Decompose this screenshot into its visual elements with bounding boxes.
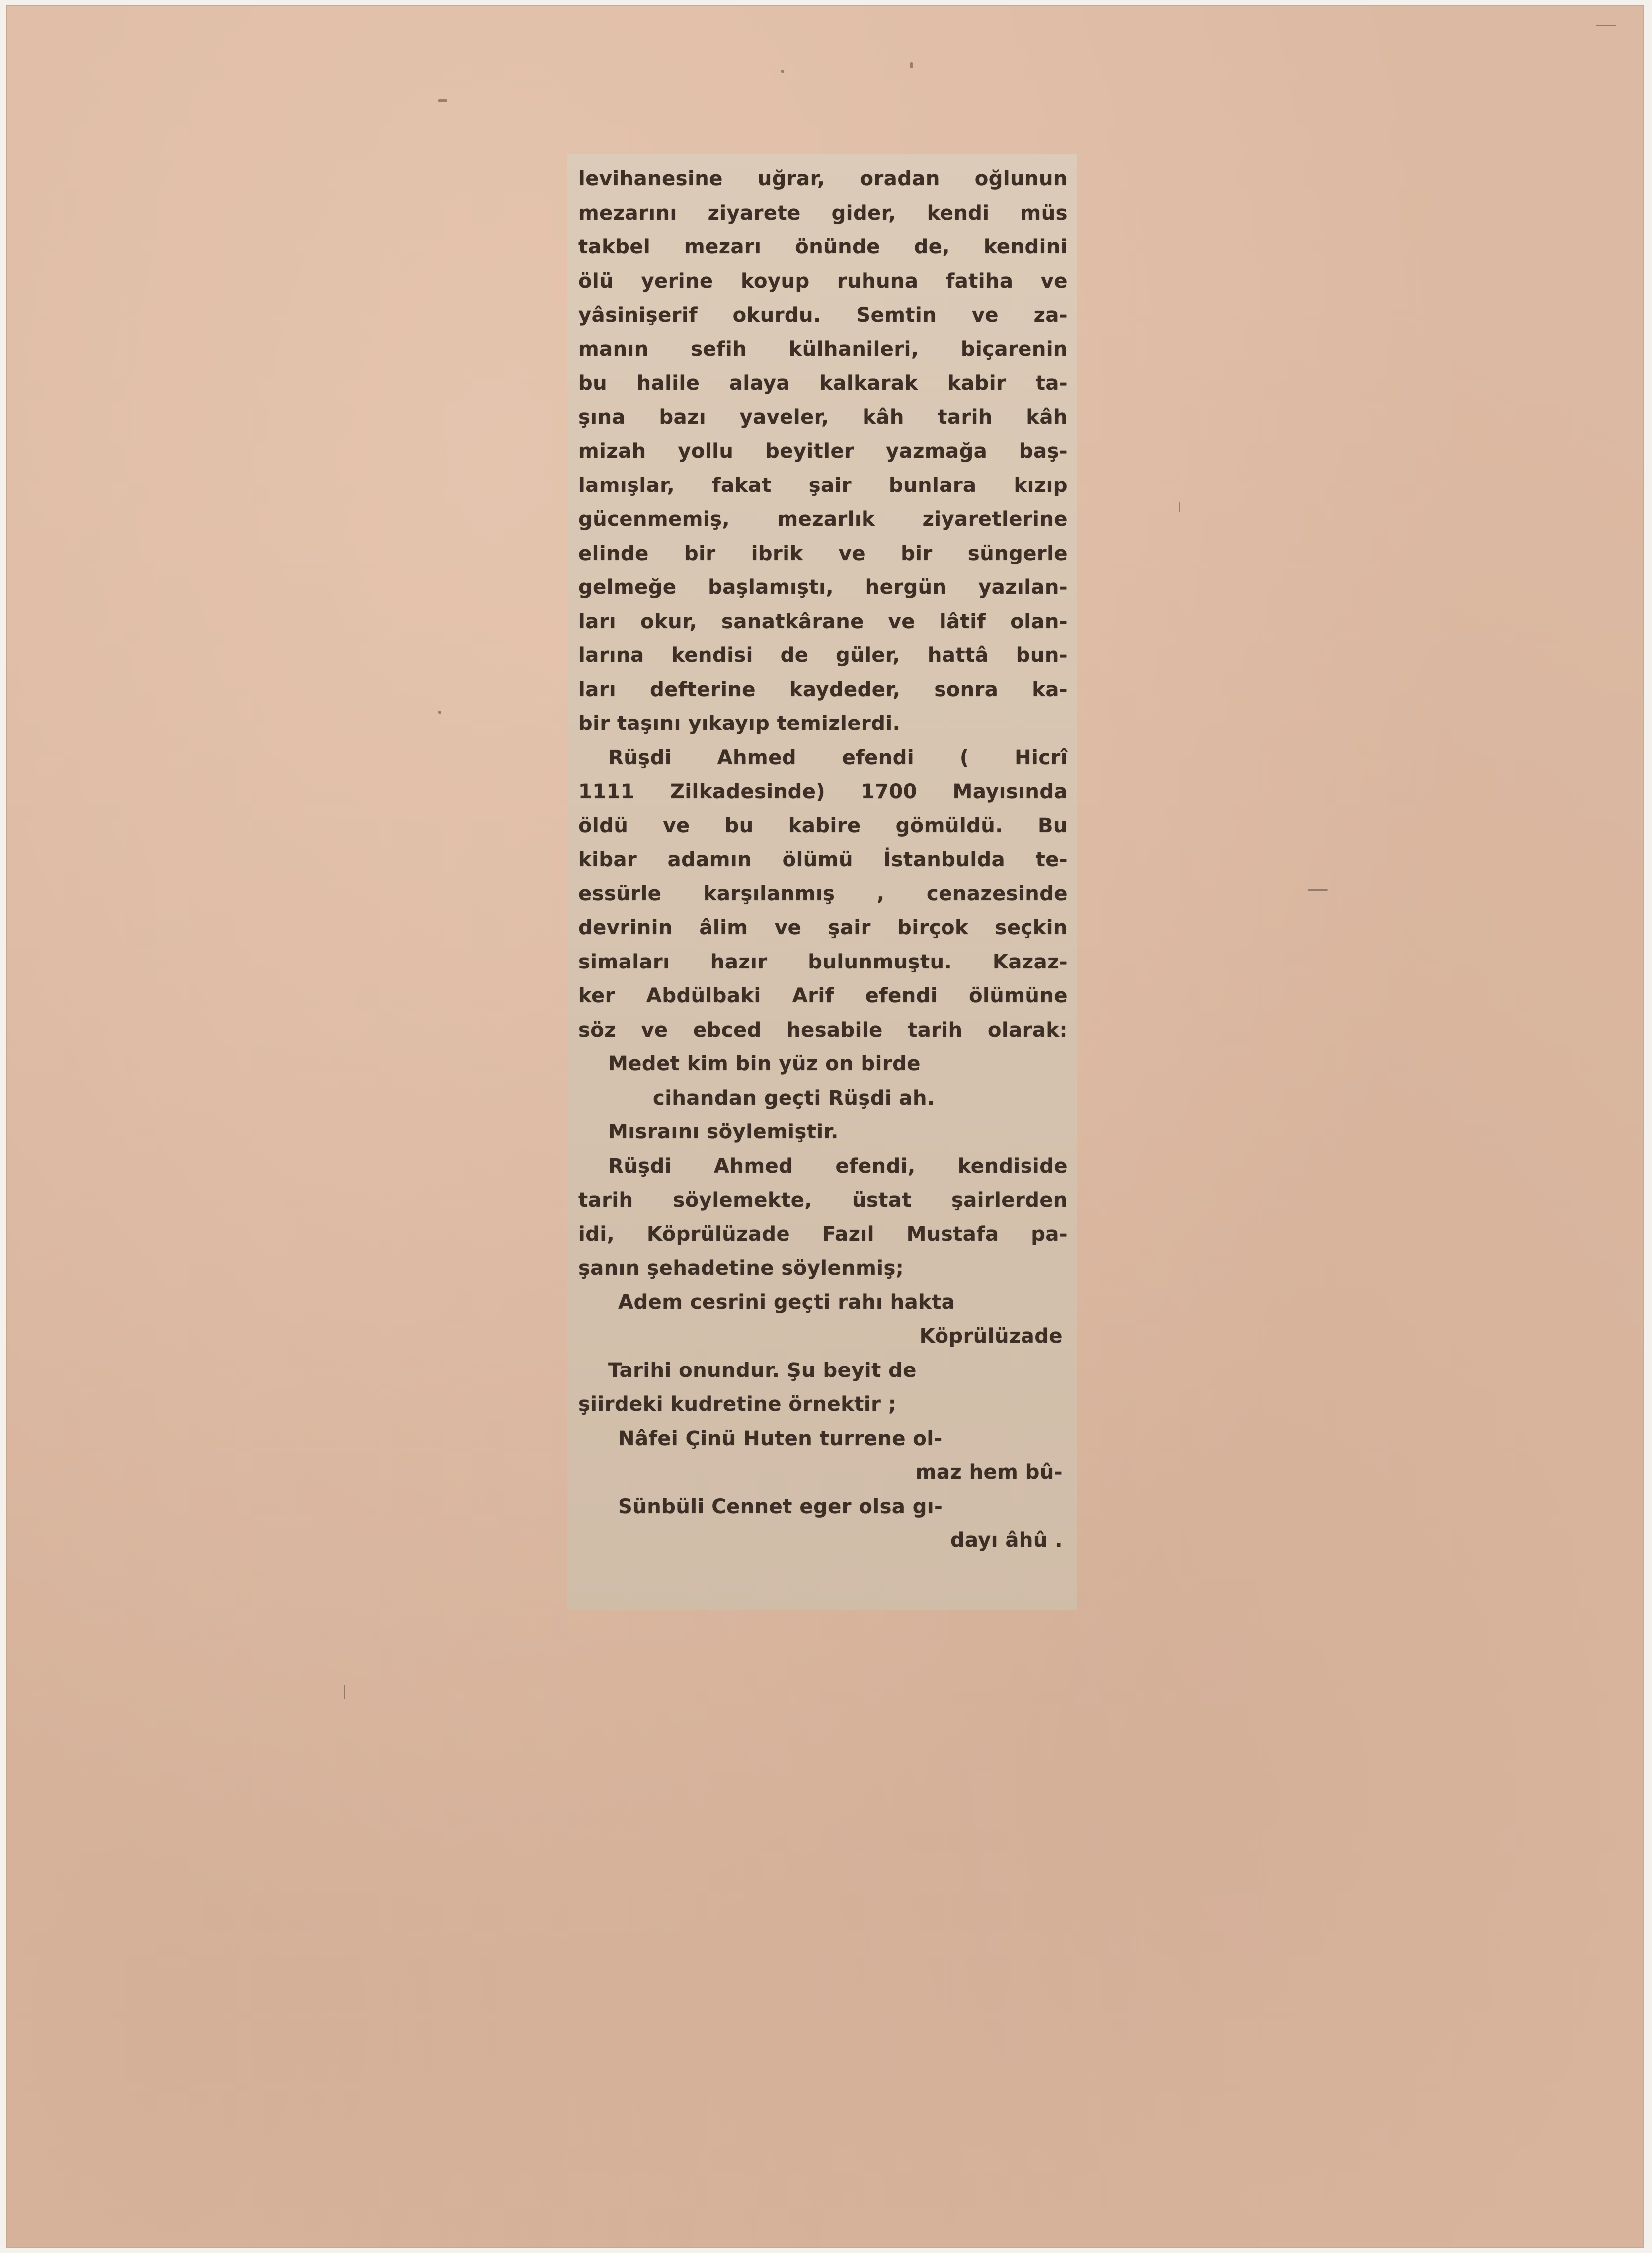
article-line: ker Abdülbaki Arif efendi ölümüne <box>578 984 1068 1007</box>
article-line: larına kendisi de güler, hattâ bun- <box>578 644 1068 667</box>
article-line: ölü yerine koyup ruhuna fatiha ve <box>578 269 1068 293</box>
article-line: ları okur, sanatkârane ve lâtif olan- <box>578 610 1068 633</box>
article-line: elinde bir ibrik ve bir süngerle <box>578 542 1068 565</box>
verse-line: maz hem bû- <box>915 1461 1063 1484</box>
article-line: Mısraını söylemiştir. <box>608 1121 839 1143</box>
paper-speck <box>1596 25 1616 26</box>
article-line: essürle karşılanmış , cenazesinde <box>578 882 1068 905</box>
article-line: söz ve ebced hesabile tarih olarak: <box>578 1018 1068 1042</box>
newspaper-clipping <box>567 154 1077 1610</box>
verse-line: Nâfei Çinü Huten turrene ol- <box>618 1427 943 1450</box>
article-line: bu halile alaya kalkarak kabir ta- <box>578 372 1068 395</box>
paper-speck <box>781 70 784 73</box>
article-line: manın sefih külhanileri, biçarenin <box>578 337 1068 361</box>
article-line: mezarını ziyarete gider, kendi müs <box>578 201 1068 225</box>
article-line: yâsinişerif okurdu. Semtin ve za- <box>578 304 1068 326</box>
verse-line: Adem cesrini geçti rahı hakta <box>618 1290 955 1314</box>
article-line: Rüşdi Ahmed efendi ( Hicrî <box>608 746 1068 769</box>
article-line: kibar adamın ölümü İstanbulda te- <box>578 848 1068 871</box>
article-line: gücenmemiş, mezarlık ziyaretlerine <box>578 508 1068 531</box>
verse-line: Köprülüzade <box>919 1325 1063 1348</box>
paper-speck <box>344 1685 345 1699</box>
article-line: takbel mezarı önünde de, kendini <box>578 236 1068 258</box>
article-line: simaları hazır bulunmuştu. Kazaz- <box>578 950 1068 973</box>
article-line: Rüşdi Ahmed efendi, kendiside <box>608 1154 1068 1178</box>
verse-line: Medet kim bin yüz on birde <box>608 1052 921 1075</box>
paper-speck <box>910 62 913 68</box>
verse-line: cihandan geçti Rüşdi ah. <box>653 1086 935 1110</box>
paper-speck <box>438 99 447 102</box>
article-line: devrinin âlim ve şair birçok seçkin <box>578 916 1068 939</box>
paper-speck <box>438 711 441 714</box>
article-line: Tarihi onundur. Şu beyit de <box>608 1359 917 1382</box>
article-line: şiirdeki kudretine örnektir ; <box>578 1393 897 1416</box>
article-line: levihanesine uğrar, oradan oğlunun <box>578 167 1068 190</box>
verse-line: Sünbüli Cennet eger olsa gı- <box>618 1495 943 1518</box>
article-line: tarih söylemekte, üstat şairlerden <box>578 1189 1068 1211</box>
paper-speck <box>1308 889 1328 891</box>
article-line: şanın şehadetine söylenmiş; <box>578 1257 904 1280</box>
article-line: şına bazı yaveler, kâh tarih kâh <box>578 405 1068 429</box>
article-line: gelmeğe başlamıştı, hergün yazılan- <box>578 576 1068 599</box>
verse-line: dayı âhû . <box>950 1529 1063 1552</box>
article-line: idi, Köprülüzade Fazıl Mustafa pa- <box>578 1222 1068 1246</box>
paper-sheet <box>6 5 1644 2248</box>
article-line: öldü ve bu kabire gömüldü. Bu <box>578 814 1068 837</box>
article-line: lamışlar, fakat şair bunlara kızıp <box>578 474 1068 497</box>
article-line: bir taşını yıkayıp temizlerdi. <box>578 712 901 735</box>
article-line: 1111 Zilkadesinde) 1700 Mayısında <box>578 780 1068 803</box>
article-line: mizah yollu beyitler yazmağa baş- <box>578 440 1068 463</box>
paper-speck <box>1179 502 1180 512</box>
article-line: ları defterine kaydeder, sonra ka- <box>578 678 1068 701</box>
